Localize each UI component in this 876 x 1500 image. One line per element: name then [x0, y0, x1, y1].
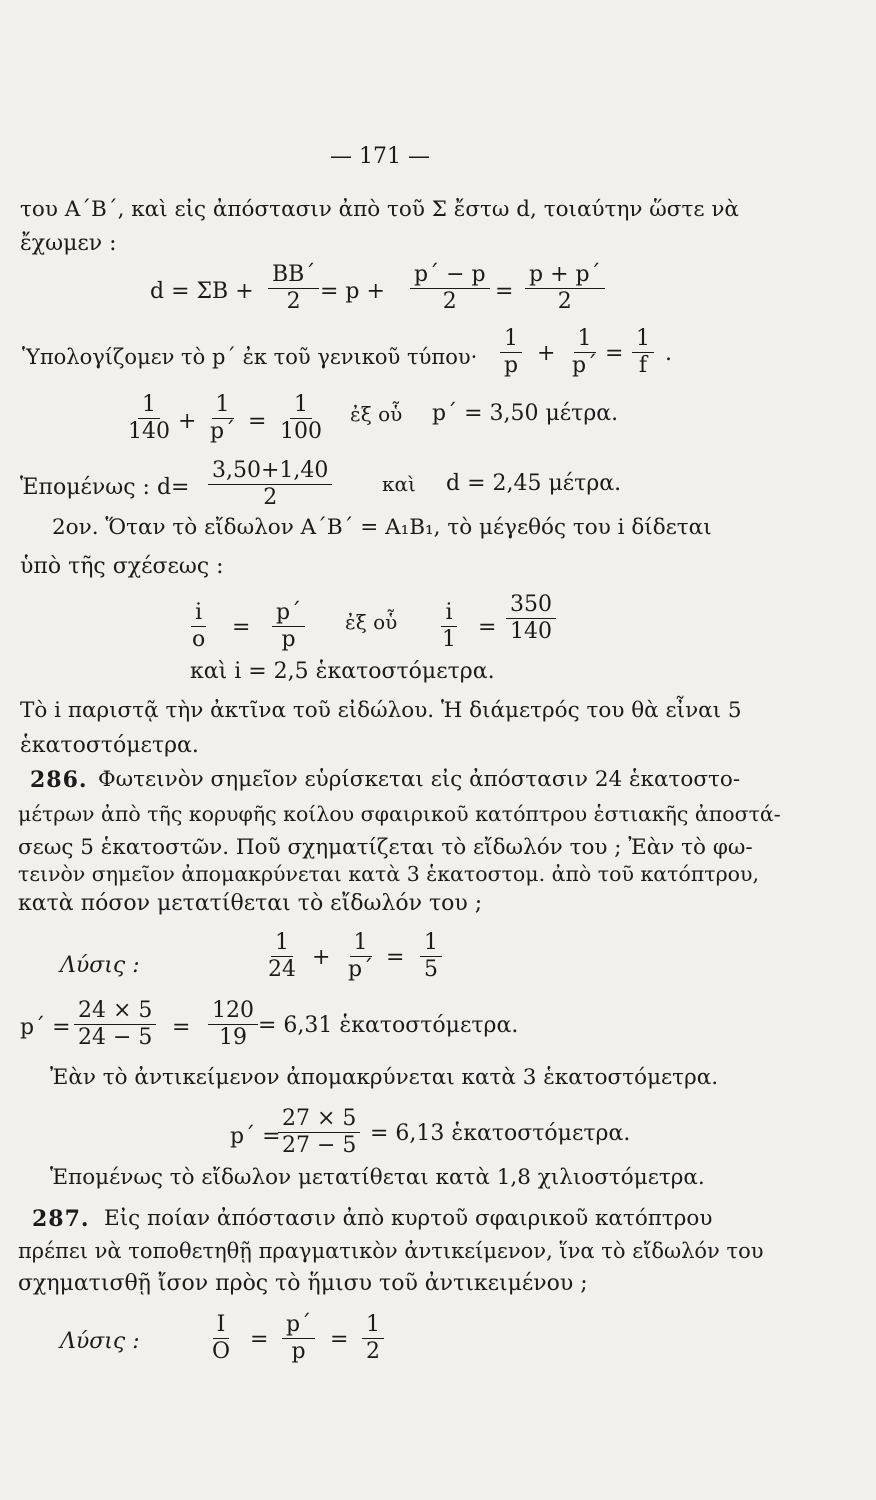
intro-line-1: του Α΄Β΄, καὶ εἰς ἀπόστασιν ἀπὸ τοῦ Σ ἔστω d, τοιαύτην ὥστε νὰ: [20, 197, 739, 222]
problem-287-line-2: πρέπει νὰ τοποθετηθῇ πραγματικὸν ἀντικείμενον, ἵνα τὸ εἴδωλόν του: [18, 1239, 764, 1263]
eq4-equals: =: [232, 615, 251, 640]
problem-286-line-4: τεινὸν σημεῖον ἀπομακρύνεται κατὰ 3 ἑκατοστομ. ἀπὸ τοῦ κατόπτρου,: [18, 862, 759, 886]
calc-frac-1-f: [632, 326, 654, 379]
eq5-fraction-120-19: [208, 998, 258, 1051]
problem-286-line-2: μέτρων ἀπὸ τῆς κορυφῆς κοίλου σφαιρικοῦ κατόπτρου ἑστιακῆς ἀποστά-: [18, 802, 781, 826]
eq2-tail-2: p΄ = 3,50 μέτρα.: [432, 401, 619, 426]
sol287-b-denominator: p: [291, 1339, 306, 1364]
eq1-fraction-diff: [410, 262, 490, 315]
eq4-frac-i-o: [188, 600, 209, 653]
eq6-tail: = 6,13 ἑκατοστόμετρα.: [370, 1121, 631, 1146]
eq1-f2-denominator: 2: [442, 289, 457, 314]
sol286-b-numerator: 1: [350, 930, 372, 957]
problem-287-line-1: Εἰς ποίαν ἀπόστασιν ἀπὸ κυρτοῦ σφαιρικοῦ κατόπτρου: [104, 1206, 713, 1231]
eq2-tail-1: ἐξ οὗ: [350, 402, 403, 426]
sol286-a-numerator: 1: [271, 930, 293, 957]
sol286-c-numerator: 1: [420, 930, 442, 957]
sol287-c-numerator: 1: [362, 1312, 384, 1339]
problem-286-line-3: σεως 5 ἑκατοστῶν. Ποῦ σχηματίζεται τὸ εἴδωλόν του ; Ἐὰν τὸ φω-: [18, 835, 753, 860]
calc-text: Ὑπολογίζομεν τὸ p΄ ἐκ τοῦ γενικοῦ τύπου·: [22, 345, 478, 369]
eq4-middle: ἐξ οὗ: [345, 610, 398, 634]
eq2-b-numerator: 1: [212, 392, 234, 419]
eq4-a-denominator: o: [192, 627, 206, 652]
sol287-frac-I-O: [208, 1312, 234, 1365]
eq1-middle: = p +: [320, 279, 385, 304]
eq5-a-denominator: 24 − 5: [78, 1025, 153, 1050]
eq5-equals: =: [172, 1015, 191, 1040]
eq2-frac-1-140: [124, 392, 174, 445]
eq1-f3-denominator: 2: [557, 289, 572, 314]
page-number: — 171 —: [330, 144, 430, 169]
eq2-c-numerator: 1: [290, 392, 312, 419]
calc-b-numerator: 1: [574, 326, 596, 353]
move-line: Ἐὰν τὸ ἀντικείμενον ἀπομακρύνεται κατὰ 3 ἑκατοστόμετρα.: [50, 1065, 719, 1090]
eq3-tail-1: καὶ: [382, 472, 416, 496]
sol287-equals-2: =: [330, 1327, 349, 1352]
eq3-fraction: [208, 458, 332, 511]
radius-line-2: ἑκατοστόμετρα.: [20, 733, 199, 758]
sol287-c-denominator: 2: [366, 1339, 380, 1364]
problem-287-line-3: σχηματισθῇ ἴσον πρὸς τὸ ἥμισυ τοῦ ἀντικειμένου ;: [18, 1271, 588, 1296]
eq2-equals: =: [248, 409, 267, 434]
conclusion: Ἑπομένως τὸ εἴδωλον μετατίθεται κατὰ 1,8 χιλιοστόμετρα.: [50, 1165, 705, 1190]
second-line-1: 2ον. Ὅταν τὸ εἴδωλον Α΄Β΄ = Α₁Β₁, τὸ μέγεθός του i δίδεται: [52, 515, 712, 540]
eq4-b-numerator: p΄: [272, 600, 305, 627]
problem-287-number: 287.: [32, 1206, 90, 1232]
problem-286-number: 286.: [30, 767, 88, 793]
sol286-c-denominator: 5: [424, 957, 438, 982]
eq1-lhs: d = ΣΒ +: [150, 279, 254, 304]
sol287-frac-1-2: [362, 1312, 384, 1365]
eq5-a-numerator: 24 × 5: [74, 998, 156, 1025]
problem-286-line-1: Φωτεινὸν σημεῖον εὑρίσκεται εἰς ἀπόστασιν 24 ἑκατοστο-: [98, 767, 741, 792]
eq2-frac-1-pp: [206, 392, 239, 445]
eq1-fraction-sum: [525, 262, 605, 315]
radius-line-1: Τὸ i παριστᾷ τὴν ἀκτῖνα τοῦ εἰδώλου. Ἡ διάμετρός του θὰ εἶναι 5: [20, 698, 742, 723]
eq4-d-denominator: 140: [510, 619, 552, 644]
sol287-frac-pp-p: [282, 1312, 315, 1365]
sol286-equals: =: [386, 945, 405, 970]
problem-286-line-5: κατὰ πόσον μετατίθεται τὸ εἴδωλόν του ;: [18, 891, 483, 916]
eq4-d-numerator: 350: [506, 592, 556, 619]
eq2-a-denominator: 140: [128, 419, 170, 444]
eq4-a-numerator: i: [191, 600, 206, 627]
calc-end: .: [665, 341, 672, 366]
eq4-frac-pp-p: [272, 600, 305, 653]
eq6-numerator: 27 × 5: [278, 1106, 360, 1133]
eq5-lead: p΄ =: [20, 1015, 71, 1040]
eq4-b-denominator: p: [281, 627, 296, 652]
eq2-b-denominator: p΄: [210, 419, 236, 444]
eq3-lead: Ἑπομένως : d=: [20, 475, 190, 500]
eq1-f2-numerator: p΄ − p: [410, 262, 490, 289]
eq4-c-numerator: i: [441, 600, 456, 627]
sol287-equals: =: [250, 1327, 269, 1352]
calc-frac-1-p: [500, 326, 522, 379]
eq6-denominator: 27 − 5: [282, 1133, 357, 1158]
calc-a-denominator: p: [504, 353, 519, 378]
sol286-frac-1-5: [420, 930, 442, 983]
eq6-lead: p΄ =: [230, 1124, 281, 1149]
intro-line-2: ἔχωμεν :: [20, 231, 117, 256]
sol287-a-numerator: Ι: [213, 1312, 230, 1339]
calc-c-numerator: 1: [632, 326, 654, 353]
calc-frac-1-pp: [568, 326, 601, 379]
eq6-fraction: [278, 1106, 360, 1159]
sol286-a-denominator: 24: [268, 957, 296, 982]
calc-equals: =: [605, 341, 624, 366]
solution-286-label: Λύσις :: [60, 953, 140, 978]
calc-b-denominator: p΄: [572, 353, 598, 378]
eq4-frac-i-1: [438, 600, 460, 653]
eq4-frac-350-140: [506, 592, 556, 645]
eq1-fraction-bb: [268, 262, 319, 315]
sol286-b-denominator: p΄: [348, 957, 374, 982]
eq2-c-denominator: 100: [280, 419, 322, 444]
second-line-2: ὑπὸ τῆς σχέσεως :: [20, 554, 224, 579]
result-i: καὶ i = 2,5 ἑκατοστόμετρα.: [190, 659, 495, 684]
sol286-frac-1-24: [264, 930, 300, 983]
eq2-frac-1-100: [276, 392, 326, 445]
calc-a-numerator: 1: [500, 326, 522, 353]
eq5-tail: = 6,31 ἑκατοστόμετρα.: [258, 1013, 519, 1038]
sol287-a-denominator: Ο: [212, 1339, 231, 1364]
eq5-fraction-product: [74, 998, 156, 1051]
eq4-c-denominator: 1: [442, 627, 456, 652]
eq1-f1-denominator: 2: [286, 289, 301, 314]
eq4-equals-2: =: [478, 615, 497, 640]
sol286-plus: +: [312, 945, 331, 970]
sol286-frac-1-pp: [344, 930, 377, 983]
eq2-plus: +: [178, 409, 197, 434]
eq1-f1-numerator: ΒΒ΄: [268, 262, 319, 289]
eq3-denominator: 2: [263, 485, 278, 510]
eq1-equals: =: [495, 279, 514, 304]
eq3-numerator: 3,50+1,40: [208, 458, 332, 485]
eq5-b-denominator: 19: [219, 1025, 247, 1050]
eq5-b-numerator: 120: [208, 998, 258, 1025]
eq1-f3-numerator: p + p΄: [525, 262, 605, 289]
calc-c-denominator: f: [638, 353, 648, 378]
sol287-b-numerator: p΄: [282, 1312, 315, 1339]
solution-287-label: Λύσις :: [60, 1329, 140, 1354]
eq2-a-numerator: 1: [138, 392, 160, 419]
eq3-tail-2: d = 2,45 μέτρα.: [446, 471, 622, 496]
calc-plus: +: [537, 341, 556, 366]
